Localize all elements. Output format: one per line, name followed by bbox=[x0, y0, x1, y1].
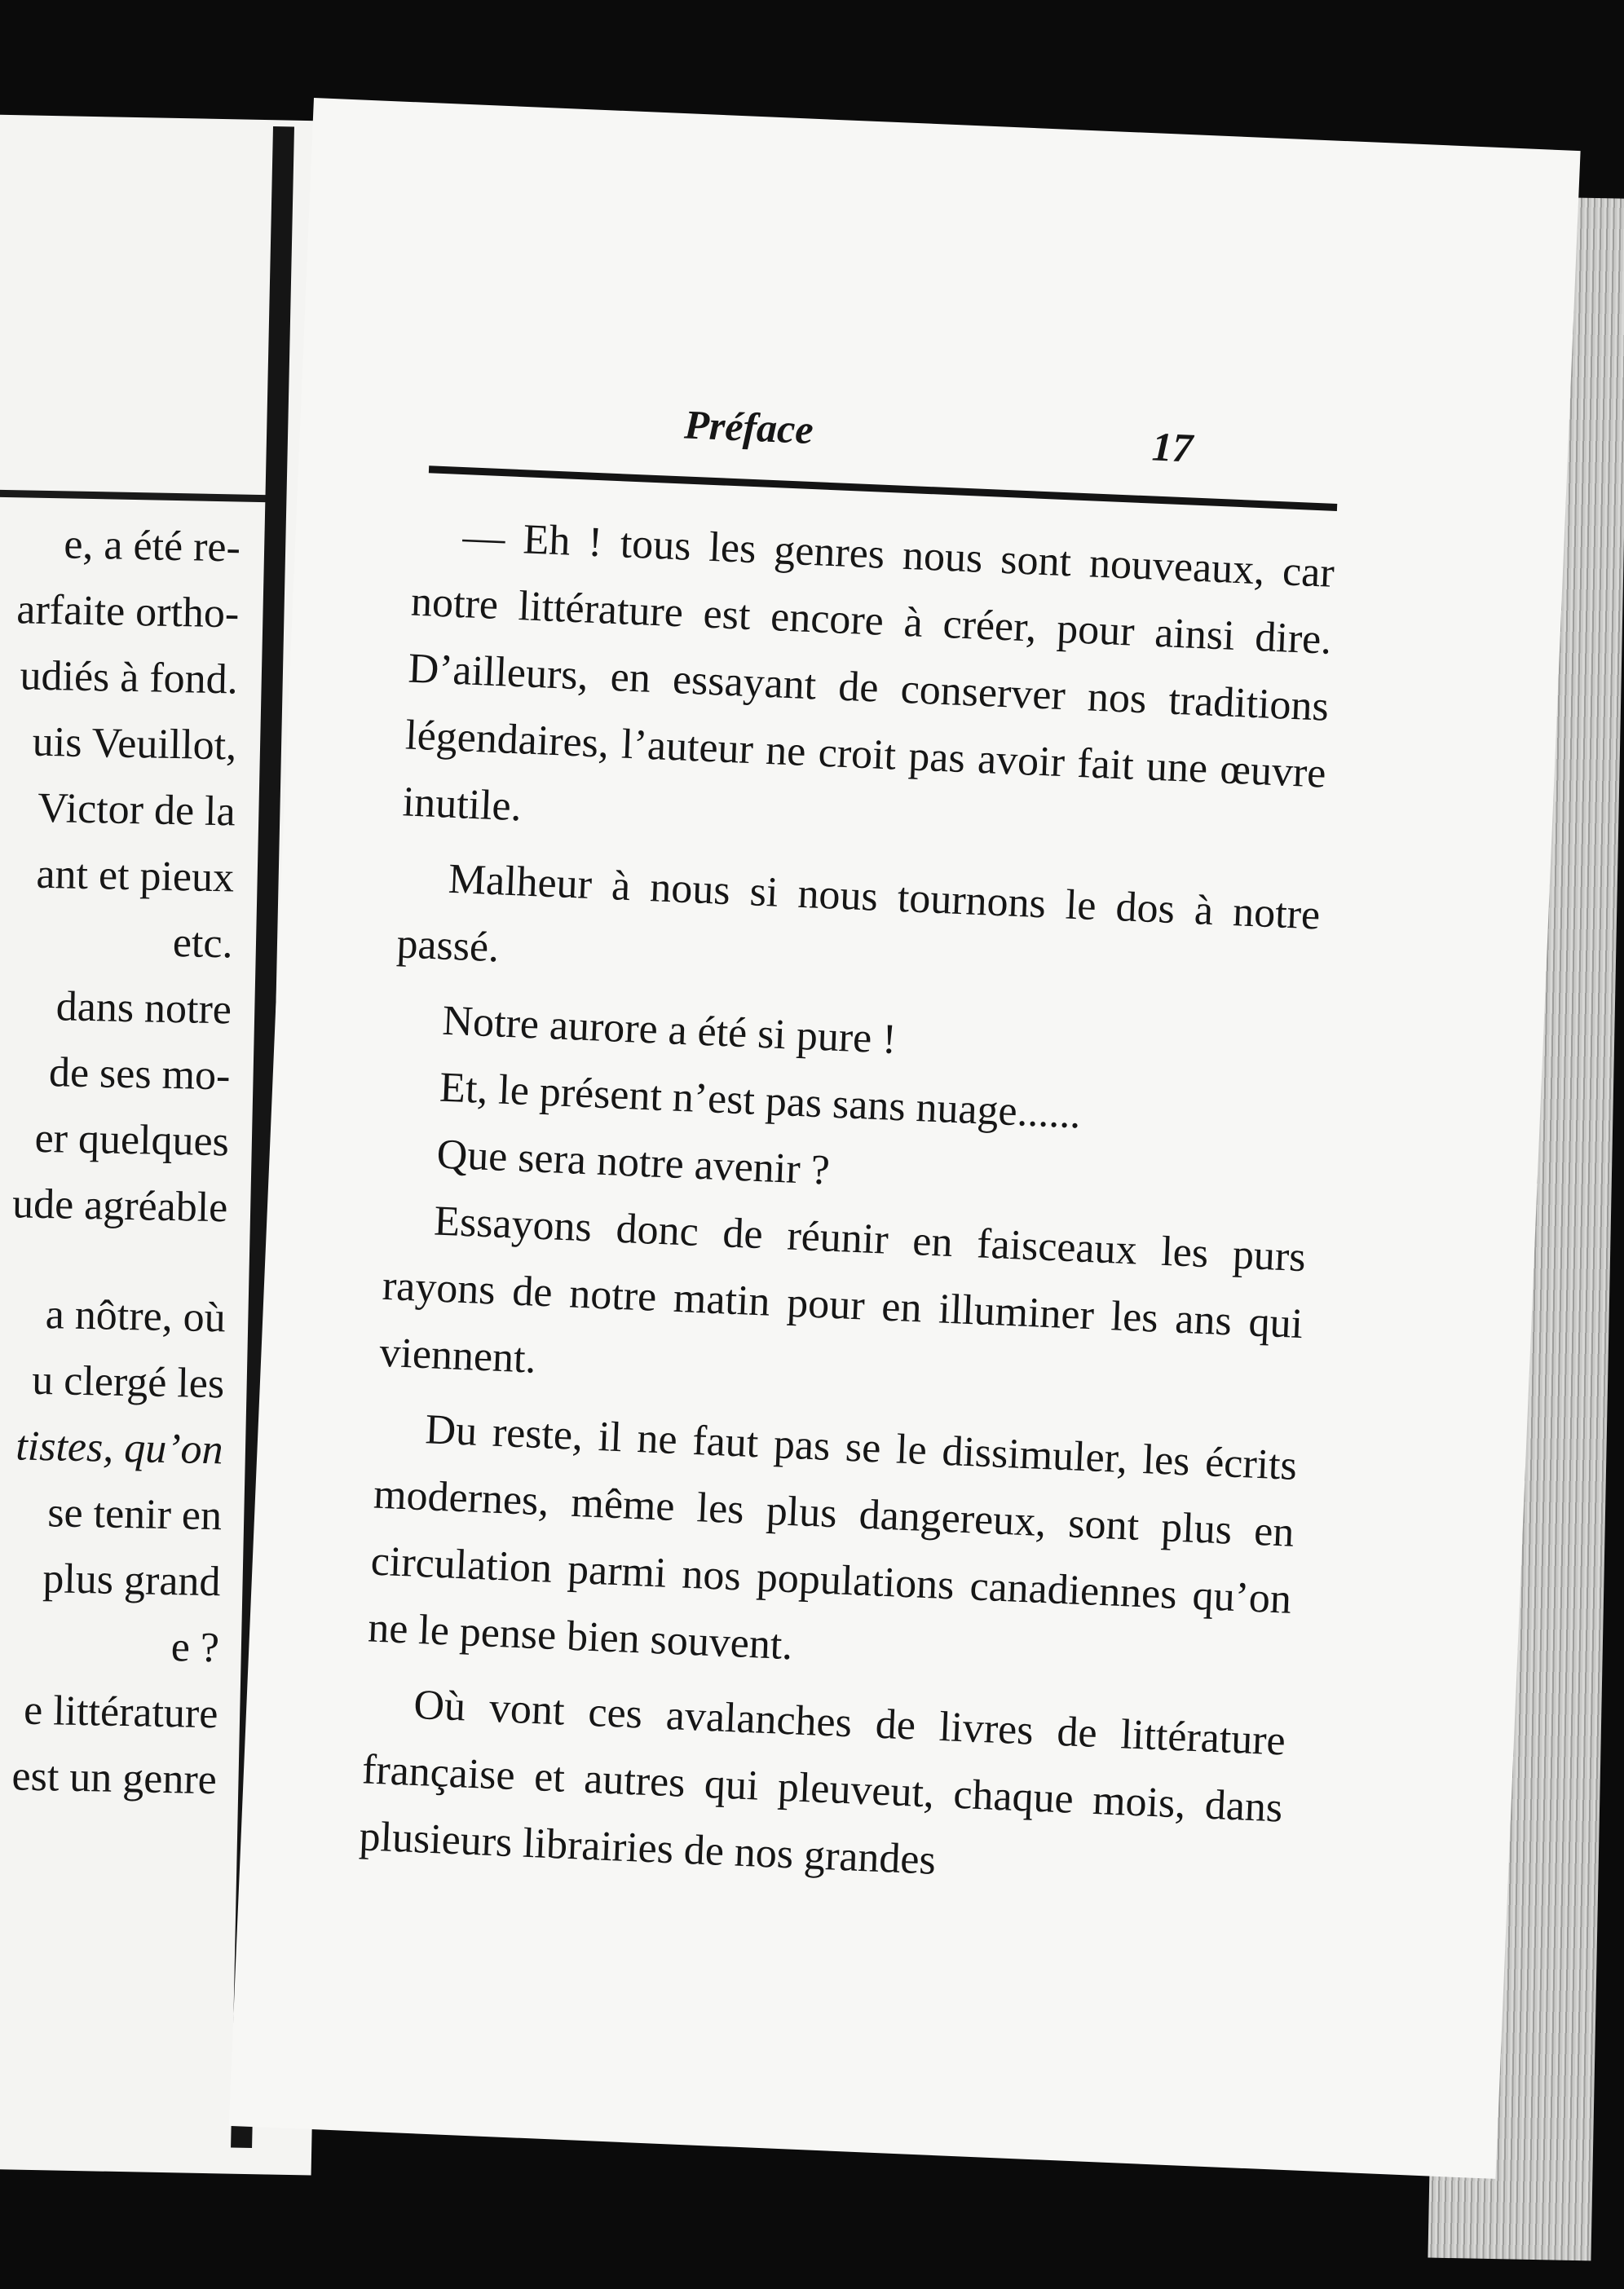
right-page bbox=[229, 98, 1581, 2179]
left-line: dans notre bbox=[55, 983, 232, 1034]
verse-line: Et, le présent n’est pas sans nuage...... bbox=[439, 1064, 1082, 1138]
verse-block bbox=[435, 988, 1315, 1225]
paragraph: — Eh ! tous les genres nous sont nouveaux, car notre littérature est encore à créer, pour ainsi dire. D’ailleurs, en essayant de conserver nos traditions légendaires, l’auteur ne croit pas avoir fait une œuvre inutile. bbox=[401, 514, 1335, 831]
page-number: 17 bbox=[1150, 423, 1194, 471]
left-line: e littérature bbox=[23, 1687, 218, 1738]
left-line: u clergé les bbox=[31, 1356, 225, 1408]
paragraph: Où vont ces avalanches de livres de littérature française et autres qui pleuveut, chaque mois, dans plusieurs librairies de nos grandes bbox=[358, 1681, 1286, 1884]
left-line: Victor de la bbox=[37, 784, 236, 836]
left-line: plus grand bbox=[42, 1555, 222, 1606]
left-line: e, a été re- bbox=[63, 521, 241, 571]
left-paragraph-gap bbox=[0, 1236, 227, 1286]
left-line: e ? bbox=[170, 1624, 220, 1672]
left-line: de ses mo- bbox=[48, 1049, 231, 1100]
running-head: Préface bbox=[683, 401, 814, 452]
left-page-header-rule bbox=[0, 490, 270, 503]
left-line: tistes, qu’on bbox=[15, 1422, 224, 1474]
left-line: ant et pieux bbox=[35, 850, 235, 902]
left-line: se tenir en bbox=[46, 1489, 223, 1540]
left-line: etc. bbox=[172, 920, 234, 968]
paragraph: Du reste, il ne faut pas se le dissimuler, les écrits modernes, même les plus dangereux, sont plus en circulation parmi nos populations canadiennes qu’on ne le pense bien souvent. bbox=[367, 1406, 1298, 1669]
left-line: ude agréable bbox=[11, 1180, 228, 1232]
header-rule bbox=[429, 465, 1337, 511]
left-line: est un genre bbox=[11, 1753, 218, 1804]
paragraph: Malheur à nous si nous tournons le dos à notre passé. bbox=[395, 855, 1322, 972]
left-line: uis Veuillot, bbox=[32, 718, 237, 770]
verse-line: Que sera notre avenir ? bbox=[435, 1131, 831, 1194]
verse-line: Notre aurore a été si pure ! bbox=[441, 997, 898, 1063]
left-line: arfaite ortho- bbox=[15, 586, 240, 637]
body-text bbox=[358, 502, 1335, 1909]
paragraph: Essayons donc de réunir en faisceaux les purs rayons de notre matin pour en illuminer les ans qui viennent. bbox=[378, 1197, 1307, 1383]
left-page-text-column bbox=[0, 509, 241, 1813]
left-line: a nôtre, où bbox=[45, 1291, 227, 1342]
left-line: er quelques bbox=[34, 1114, 230, 1166]
left-line: udiés à fond. bbox=[20, 652, 239, 703]
